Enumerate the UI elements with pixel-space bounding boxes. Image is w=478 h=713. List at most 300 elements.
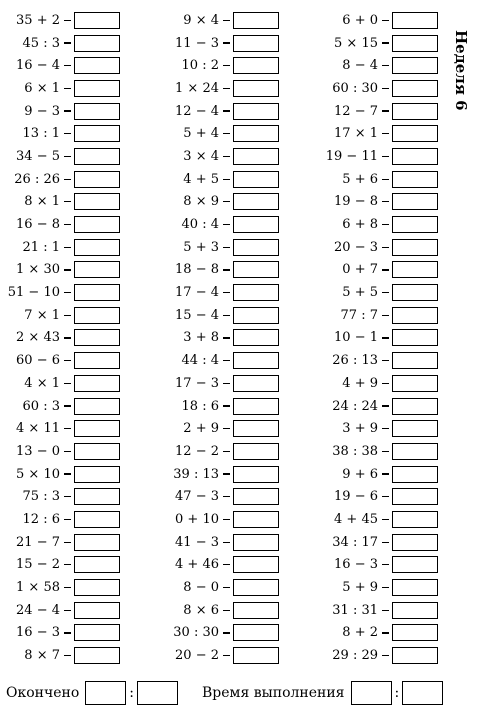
problem-row (0, 644, 120, 667)
answer-box[interactable] (233, 466, 279, 483)
answer-box[interactable] (233, 171, 279, 188)
problem-expression: 10 : 2 (181, 58, 219, 74)
answer-box[interactable] (233, 352, 279, 369)
answer-box[interactable] (392, 193, 438, 210)
problem-expression: 5 × 10 (16, 466, 60, 482)
answer-box[interactable] (233, 57, 279, 74)
problem-row (300, 281, 438, 304)
problem-row (0, 32, 120, 55)
answer-box[interactable] (74, 352, 120, 369)
problem-expression: 5 × 15 (334, 35, 378, 51)
answer-box[interactable] (233, 284, 279, 301)
equals-dash (64, 201, 71, 202)
problem-row (150, 644, 279, 667)
problem-row (0, 236, 120, 259)
answer-box[interactable] (74, 171, 120, 188)
answer-box[interactable] (233, 80, 279, 97)
equals-dash (64, 428, 71, 429)
answer-box[interactable] (74, 284, 120, 301)
problem-row (150, 213, 279, 236)
problem-row (300, 531, 438, 554)
equals-dash (382, 337, 389, 338)
answer-box[interactable] (392, 57, 438, 74)
equals-dash (64, 587, 71, 588)
equals-dash (223, 133, 230, 134)
answer-box[interactable] (74, 35, 120, 52)
equals-dash (223, 20, 230, 21)
problem-expression: 38 : 38 (332, 443, 378, 459)
answer-box[interactable] (233, 488, 279, 505)
problem-expression: 12 − 2 (175, 443, 219, 459)
answer-box[interactable] (74, 375, 120, 392)
equals-dash (64, 179, 71, 180)
problem-expression: 39 : 13 (173, 466, 219, 482)
problem-row (0, 281, 120, 304)
equals-dash (223, 451, 230, 452)
answer-box[interactable] (233, 420, 279, 437)
problem-expression: 1 × 58 (16, 580, 60, 596)
finished-hours-box[interactable] (85, 681, 126, 705)
problem-expression: 9 + 6 (342, 466, 378, 482)
problem-row (0, 304, 120, 327)
problem-expression: 24 : 24 (332, 398, 378, 414)
answer-box[interactable] (233, 148, 279, 165)
problem-expression: 4 + 45 (334, 511, 378, 527)
equals-dash (382, 315, 389, 316)
equals-dash (382, 655, 389, 656)
equals-dash (223, 269, 230, 270)
problem-expression: 44 : 4 (181, 353, 219, 369)
problem-expression: 8 × 6 (183, 602, 219, 618)
problem-expression: 26 : 13 (332, 353, 378, 369)
finished-minutes-box[interactable] (137, 681, 178, 705)
answer-box[interactable] (74, 125, 120, 142)
equals-dash (64, 20, 71, 21)
equals-dash (64, 632, 71, 633)
equals-dash (64, 88, 71, 89)
answer-box[interactable] (392, 579, 438, 596)
problem-expression: 19 − 8 (334, 194, 378, 210)
problem-expression: 8 × 9 (183, 194, 219, 210)
answer-box[interactable] (392, 534, 438, 551)
answer-box[interactable] (233, 443, 279, 460)
equals-dash (64, 451, 71, 452)
answer-box[interactable] (233, 261, 279, 278)
problem-expression: 34 − 5 (16, 148, 60, 164)
answer-box[interactable] (233, 511, 279, 528)
answer-box[interactable] (392, 284, 438, 301)
problem-expression: 9 × 4 (183, 12, 219, 28)
answer-box[interactable] (74, 534, 120, 551)
problem-expression: 60 : 3 (22, 398, 60, 414)
problem-column-2 (150, 9, 279, 667)
equals-dash (382, 428, 389, 429)
answer-box[interactable] (392, 261, 438, 278)
answer-box[interactable] (74, 579, 120, 596)
answer-box[interactable] (74, 57, 120, 74)
footer (6, 680, 478, 706)
problem-expression: 6 + 0 (342, 12, 378, 28)
answer-box[interactable] (392, 602, 438, 619)
problem-expression: 5 + 9 (342, 580, 378, 596)
answer-box[interactable] (392, 171, 438, 188)
answer-box[interactable] (392, 12, 438, 29)
answer-box[interactable] (233, 375, 279, 392)
answer-box[interactable] (392, 148, 438, 165)
problem-row (0, 122, 120, 145)
answer-box[interactable] (233, 329, 279, 346)
problem-expression: 8 − 4 (342, 58, 378, 74)
problem-expression: 5 + 5 (342, 285, 378, 301)
answer-box[interactable] (74, 466, 120, 483)
problem-expression: 26 : 26 (14, 171, 60, 187)
answer-box[interactable] (392, 420, 438, 437)
problem-expression: 77 : 7 (340, 307, 378, 323)
equals-dash (223, 405, 230, 406)
problem-expression: 11 − 3 (175, 35, 219, 51)
answer-box[interactable] (233, 307, 279, 324)
problem-expression: 40 : 4 (181, 217, 219, 233)
problem-row (300, 259, 438, 282)
equals-dash (64, 42, 71, 43)
equals-dash (64, 269, 71, 270)
problem-column-3 (300, 9, 438, 667)
answer-box[interactable] (233, 398, 279, 415)
problem-row (0, 622, 120, 645)
answer-box[interactable] (392, 466, 438, 483)
problem-row (300, 349, 438, 372)
equals-dash (382, 610, 389, 611)
equals-dash (223, 383, 230, 384)
problem-row (0, 485, 120, 508)
equals-dash (382, 247, 389, 248)
equals-dash (382, 473, 389, 474)
problem-row (300, 100, 438, 123)
equals-dash (64, 496, 71, 497)
equals-dash (223, 655, 230, 656)
problem-expression: 2 × 43 (16, 330, 60, 346)
answer-box[interactable] (74, 12, 120, 29)
problem-expression: 9 − 3 (24, 103, 60, 119)
finished-label: Окончено (6, 685, 80, 701)
problem-expression: 17 − 4 (175, 285, 219, 301)
problem-row (150, 485, 279, 508)
equals-dash (223, 315, 230, 316)
equals-dash (382, 496, 389, 497)
equals-dash (223, 88, 230, 89)
equals-dash (382, 42, 389, 43)
answer-box[interactable] (74, 329, 120, 346)
answer-box[interactable] (392, 216, 438, 233)
answer-box[interactable] (392, 398, 438, 415)
problem-expression: 4 × 1 (24, 375, 60, 391)
answer-box[interactable] (74, 261, 120, 278)
problem-expression: 75 : 3 (22, 489, 60, 505)
problem-expression: 18 − 8 (175, 262, 219, 278)
problem-expression: 19 − 11 (325, 148, 378, 164)
equals-dash (223, 564, 230, 565)
problem-row (150, 395, 279, 418)
problem-row (300, 236, 438, 259)
problem-expression: 6 + 8 (342, 217, 378, 233)
equals-dash (382, 156, 389, 157)
answer-box[interactable] (392, 624, 438, 641)
equals-dash (64, 156, 71, 157)
equals-dash (223, 337, 230, 338)
problem-row (150, 122, 279, 145)
answer-box[interactable] (392, 647, 438, 664)
problem-expression: 16 − 3 (16, 625, 60, 641)
answer-box[interactable] (233, 534, 279, 551)
problem-row (0, 395, 120, 418)
problem-row (0, 531, 120, 554)
problem-row (300, 32, 438, 55)
answer-box[interactable] (392, 103, 438, 120)
equals-dash (382, 133, 389, 134)
time-seconds-box[interactable] (402, 681, 443, 705)
equals-dash (223, 632, 230, 633)
answer-box[interactable] (392, 375, 438, 392)
answer-box[interactable] (233, 216, 279, 233)
equals-dash (382, 110, 389, 111)
answer-box[interactable] (392, 239, 438, 256)
answer-box[interactable] (233, 239, 279, 256)
problem-expression: 3 + 9 (342, 421, 378, 437)
answer-box[interactable] (74, 420, 120, 437)
answer-box[interactable] (392, 80, 438, 97)
problem-row (150, 168, 279, 191)
answer-box[interactable] (74, 511, 120, 528)
equals-dash (382, 383, 389, 384)
problem-expression: 34 : 17 (332, 534, 378, 550)
problem-expression: 7 × 1 (24, 307, 60, 323)
problem-row (0, 463, 120, 486)
answer-box[interactable] (392, 443, 438, 460)
problem-row (150, 281, 279, 304)
answer-box[interactable] (74, 148, 120, 165)
problem-row (0, 191, 120, 214)
problem-expression: 5 + 6 (342, 171, 378, 187)
answer-box[interactable] (233, 602, 279, 619)
equals-dash (64, 542, 71, 543)
problem-row (0, 54, 120, 77)
problem-expression: 21 − 7 (16, 534, 60, 550)
problem-expression: 3 × 4 (183, 148, 219, 164)
problem-expression: 51 − 10 (7, 285, 60, 301)
problem-expression: 17 − 3 (175, 375, 219, 391)
problem-expression: 35 + 2 (16, 12, 60, 28)
problem-row (0, 554, 120, 577)
problem-row (300, 440, 438, 463)
equals-dash (64, 610, 71, 611)
equals-dash (223, 110, 230, 111)
equals-dash (64, 247, 71, 248)
problem-row (150, 417, 279, 440)
equals-dash (382, 20, 389, 21)
time-minutes-box[interactable] (351, 681, 392, 705)
problem-row (300, 485, 438, 508)
problem-expression: 12 − 7 (334, 103, 378, 119)
problem-expression: 31 : 31 (332, 602, 378, 618)
time-label: Время выполнения (202, 685, 345, 701)
problem-row (300, 644, 438, 667)
problem-expression: 8 × 1 (24, 194, 60, 210)
equals-dash (64, 337, 71, 338)
problem-expression: 21 : 1 (22, 239, 60, 255)
problem-row (0, 77, 120, 100)
problem-row (0, 440, 120, 463)
answer-box[interactable] (74, 80, 120, 97)
problem-row (0, 599, 120, 622)
problem-expression: 20 − 3 (334, 239, 378, 255)
problem-expression: 17 × 1 (334, 126, 378, 142)
problem-row (150, 508, 279, 531)
equals-dash (223, 179, 230, 180)
equals-dash (382, 632, 389, 633)
equals-dash (64, 224, 71, 225)
equals-dash (382, 405, 389, 406)
problem-row (150, 9, 279, 32)
equals-dash (382, 65, 389, 66)
answer-box[interactable] (233, 12, 279, 29)
answer-box[interactable] (74, 624, 120, 641)
answer-box[interactable] (392, 352, 438, 369)
problem-row (300, 395, 438, 418)
problem-row (150, 145, 279, 168)
problem-expression: 2 + 9 (183, 421, 219, 437)
equals-dash (382, 88, 389, 89)
problem-row (300, 622, 438, 645)
answer-box[interactable] (74, 193, 120, 210)
answer-box[interactable] (392, 329, 438, 346)
problem-row (150, 554, 279, 577)
equals-dash (64, 133, 71, 134)
problem-row (150, 576, 279, 599)
answer-box[interactable] (74, 443, 120, 460)
answer-box[interactable] (74, 103, 120, 120)
answer-box[interactable] (392, 556, 438, 573)
answer-box[interactable] (392, 35, 438, 52)
problem-expression: 20 − 2 (175, 648, 219, 664)
answer-box[interactable] (233, 193, 279, 210)
answer-box[interactable] (233, 125, 279, 142)
problem-row (0, 327, 120, 350)
answer-box[interactable] (74, 307, 120, 324)
answer-box[interactable] (392, 125, 438, 142)
problem-row (300, 191, 438, 214)
answer-box[interactable] (74, 556, 120, 573)
problem-row (0, 417, 120, 440)
answer-box[interactable] (233, 103, 279, 120)
problem-expression: 8 × 7 (24, 648, 60, 664)
problem-row (150, 531, 279, 554)
problem-row (150, 32, 279, 55)
answer-box[interactable] (233, 579, 279, 596)
problem-row (150, 622, 279, 645)
answer-box[interactable] (74, 488, 120, 505)
problem-row (0, 100, 120, 123)
answer-box[interactable] (74, 647, 120, 664)
problem-expression: 10 − 1 (334, 330, 378, 346)
equals-dash (223, 360, 230, 361)
problem-expression: 13 : 1 (22, 126, 60, 142)
problem-expression: 13 − 0 (16, 443, 60, 459)
answer-box[interactable] (392, 488, 438, 505)
problem-expression: 12 − 4 (175, 103, 219, 119)
problem-row (300, 554, 438, 577)
problem-expression: 8 − 0 (183, 580, 219, 596)
problem-row (150, 599, 279, 622)
problem-row (300, 508, 438, 531)
problem-expression: 8 + 2 (342, 625, 378, 641)
problem-expression: 18 : 6 (181, 398, 219, 414)
problem-row (300, 145, 438, 168)
answer-box[interactable] (74, 602, 120, 619)
problem-row (0, 145, 120, 168)
answer-box[interactable] (74, 398, 120, 415)
problem-row (300, 599, 438, 622)
equals-dash (64, 519, 71, 520)
equals-dash (64, 383, 71, 384)
problem-expression: 15 − 4 (175, 307, 219, 323)
problem-expression: 16 − 3 (334, 557, 378, 573)
problem-row (150, 372, 279, 395)
problem-row (300, 463, 438, 486)
equals-dash (382, 564, 389, 565)
problem-row (300, 9, 438, 32)
problem-expression: 60 − 6 (16, 353, 60, 369)
equals-dash (223, 65, 230, 66)
answer-box[interactable] (233, 647, 279, 664)
problem-row (150, 463, 279, 486)
equals-dash (223, 156, 230, 157)
equals-dash (64, 315, 71, 316)
answer-box[interactable] (233, 556, 279, 573)
equals-dash (382, 519, 389, 520)
answer-box[interactable] (233, 35, 279, 52)
equals-dash (382, 542, 389, 543)
problem-row (300, 168, 438, 191)
answer-box[interactable] (392, 307, 438, 324)
problem-row (300, 372, 438, 395)
problem-row (150, 191, 279, 214)
answer-box[interactable] (233, 624, 279, 641)
problem-row (300, 576, 438, 599)
answer-box[interactable] (392, 511, 438, 528)
time-colon: : (394, 685, 400, 701)
equals-dash (223, 201, 230, 202)
problem-row (150, 327, 279, 350)
problem-expression: 1 × 24 (175, 80, 219, 96)
problem-expression: 0 + 7 (342, 262, 378, 278)
equals-dash (64, 655, 71, 656)
problem-expression: 45 : 3 (22, 35, 60, 51)
problem-column-1 (0, 9, 120, 667)
problem-expression: 6 × 1 (24, 80, 60, 96)
problem-expression: 5 + 3 (183, 239, 219, 255)
problem-expression: 1 × 30 (16, 262, 60, 278)
answer-box[interactable] (74, 216, 120, 233)
problem-row (0, 508, 120, 531)
equals-dash (223, 42, 230, 43)
problem-row (150, 236, 279, 259)
answer-box[interactable] (74, 239, 120, 256)
problem-row (150, 304, 279, 327)
week-title: Неделя 6 (452, 30, 470, 111)
problem-expression: 41 − 3 (175, 534, 219, 550)
equals-dash (223, 473, 230, 474)
problem-expression: 30 : 30 (173, 625, 219, 641)
